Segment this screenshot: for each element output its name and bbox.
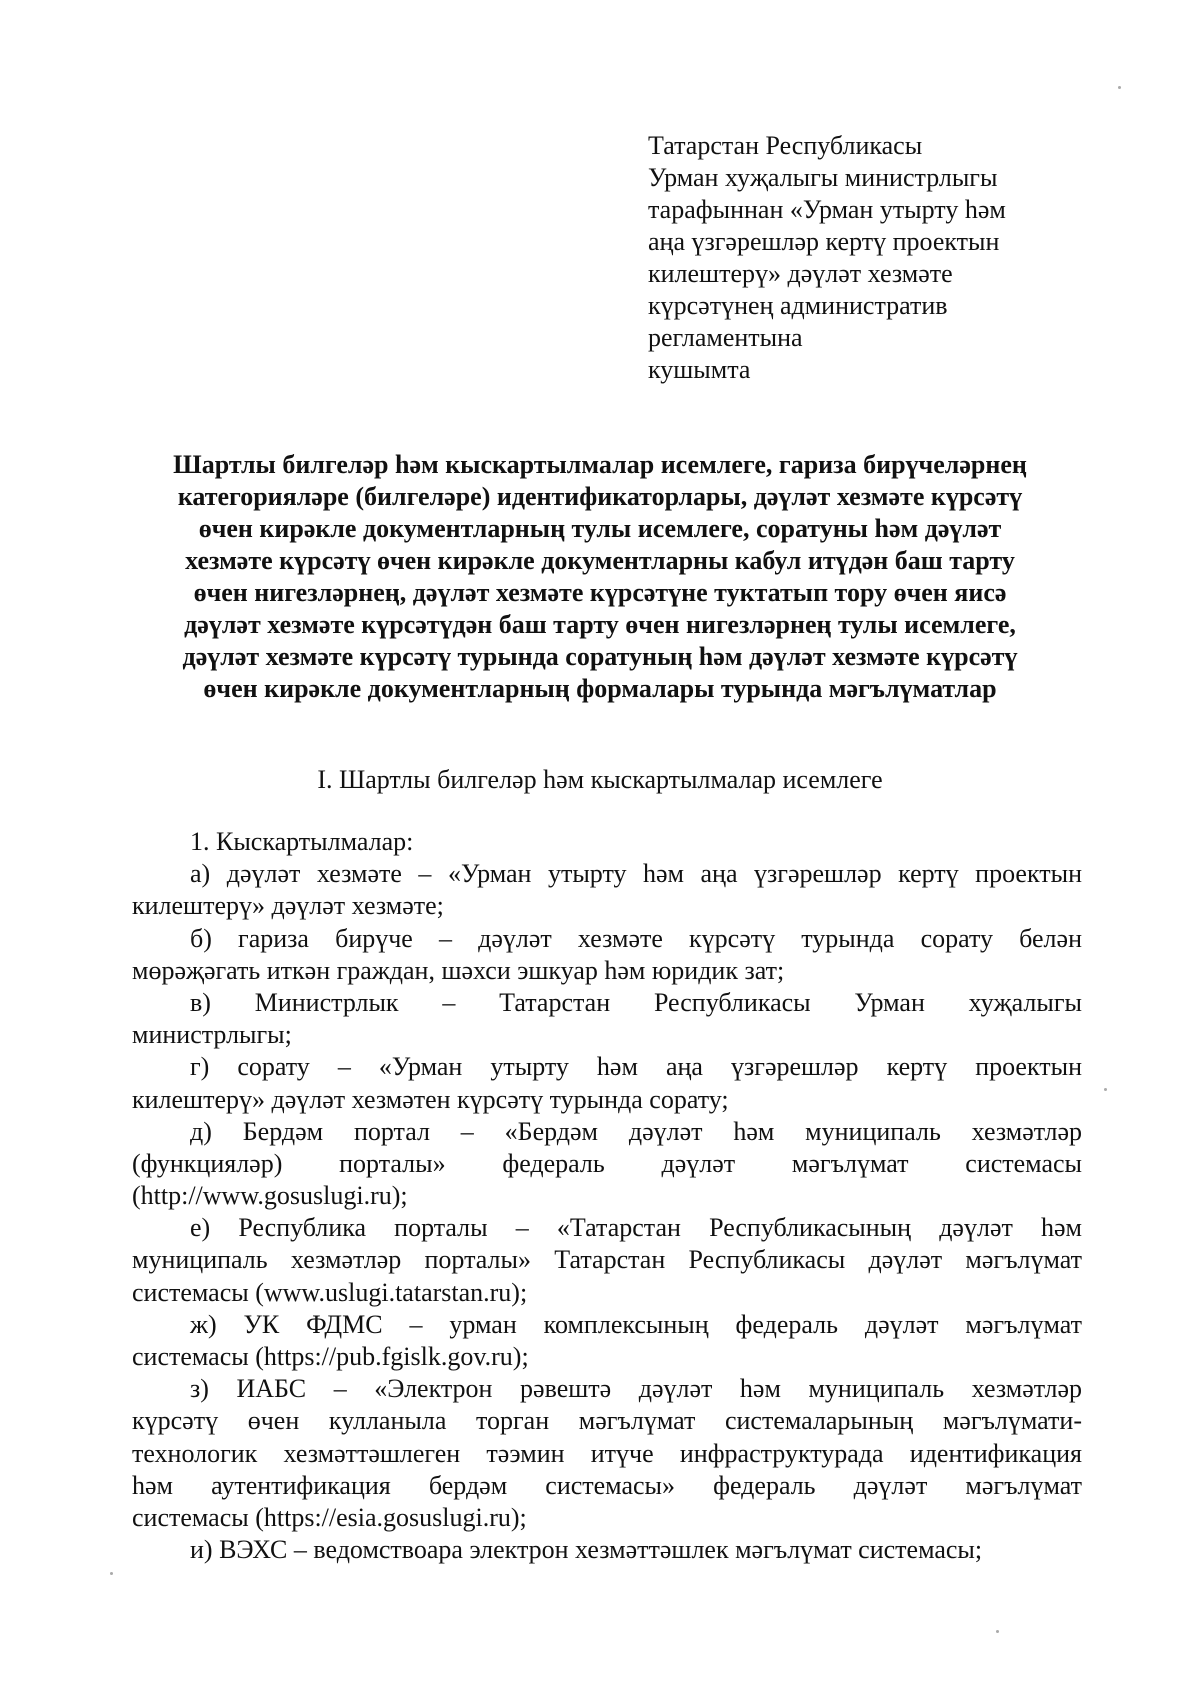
list-item-d-cont: (http://www.gosuslugi.ru); xyxy=(132,1181,408,1211)
list-item-z-cont: һәм аутентификация бердәм системасы» федераль дәүләт мәгълүмат xyxy=(132,1470,1082,1500)
title-line: дәүләт хезмәте күрсәтүдән баш тарту өчен нигезләрнең тулы исемлеге, xyxy=(184,610,1016,639)
list-item-z-cont: технологик хезмәттәшлеген тәэмин итүче инфраструктурада идентификация xyxy=(132,1438,1082,1468)
scan-speck xyxy=(1104,1088,1107,1091)
title-line: дәүләт хезмәте күрсәтү турында соратуның һәм дәүләт хезмәте күрсәтү xyxy=(182,642,1018,671)
document-title xyxy=(100,449,1100,705)
approval-line: килештерү» дәүләт хезмәте xyxy=(648,259,953,288)
scan-speck xyxy=(110,1572,113,1575)
approval-note xyxy=(648,130,1168,386)
scan-speck xyxy=(996,1630,999,1633)
list-item-b: б) гариза бирүче – дәүләт хезмәте күрсәтү турында сорату белән xyxy=(190,923,1082,953)
approval-line: тарафыннан «Урман утырту һәм xyxy=(648,195,1006,224)
list-item-zh-cont: системасы (https://pub.fgislk.gov.ru); xyxy=(132,1342,529,1371)
list-item-d-cont: (функцияләр) порталы» федераль дәүләт мәгълүмат системасы xyxy=(132,1148,1082,1178)
section-heading: I. Шартлы билгеләр һәм кыскартылмалар исемлеге xyxy=(317,765,883,794)
title-line: хезмәте күрсәтү өчен кирәкле документларны кабул итүдән баш тарту xyxy=(185,546,1015,575)
title-line: өчен кирәкле документларның тулы исемлеге, соратуны һәм дәүләт xyxy=(198,514,1002,543)
abbreviations-list xyxy=(132,826,1082,1566)
list-item-z-cont: системасы (https://esia.gosuslugi.ru); xyxy=(132,1502,527,1532)
approval-line: кушымта xyxy=(648,355,751,384)
list-item-a: а) дәүләт хезмәте – «Урман утырту һәм аңа үзгәрешләр кертү проектын xyxy=(190,859,1082,889)
approval-line: күрсәтүнең административ xyxy=(648,291,948,320)
list-item-d: д) Бердәм портал – «Бердәм дәүләт һәм муниципаль хезмәтләр xyxy=(190,1116,1082,1146)
list-item-i: и) ВЭХС – ведомствоара электрон хезмәттәшлек мәгълүмат системасы; xyxy=(190,1535,983,1565)
list-item-zh: ж) УК ФДМС – урман комплексының федераль дәүләт мәгълүмат xyxy=(190,1309,1082,1339)
title-line: өчен нигезләрнең, дәүләт хезмәте күрсәтүне туктатып тору өчен яисә xyxy=(193,578,1007,607)
list-item-z-cont: күрсәтү өчен кулланыла торган мәгълүмат системаларының мәгълүмати- xyxy=(132,1406,1082,1436)
title-line: өчен кирәкле документларның формалары турында мәгълүматлар xyxy=(203,674,997,703)
list-item-v: в) Министрлык – Татарстан Республикасы Урман хуҗалыгы xyxy=(190,987,1082,1017)
list-item-b-cont: мөрәҗәгать иткән граждан, шәхси эшкуар һәм юридик зат; xyxy=(132,955,785,985)
list-item-a-cont: килештерү» дәүләт хезмәте; xyxy=(132,891,444,921)
approval-line: Татарстан Республикасы xyxy=(648,131,923,160)
list-item-e-cont: муниципаль хезмәтләр порталы» Татарстан Республикасы дәүләт мәгълүмат xyxy=(132,1245,1082,1275)
list-item-z: з) ИАБС – «Электрон рәвештә дәүләт һәм муниципаль хезмәтләр xyxy=(190,1374,1082,1404)
list-item-e-cont: системасы (www.uslugi.tatarstan.ru); xyxy=(132,1277,528,1307)
list-heading: 1. Кыскартылмалар: xyxy=(190,827,414,856)
list-item-g-cont: килештерү» дәүләт хезмәтен күрсәтү турында сорату; xyxy=(132,1084,729,1114)
title-line: Шартлы билгеләр һәм кыскартылмалар исемлеге, гариза бирүчеләрнең xyxy=(173,450,1027,479)
title-line: категорияләре (билгеләре) идентификаторлары, дәүләт хезмәте күрсәтү xyxy=(177,482,1023,511)
approval-line: Урман хуҗалыгы министрлыгы xyxy=(648,163,998,192)
approval-line: аңа үзгәрешләр кертү проектын xyxy=(648,227,1000,256)
list-item-g: г) сорату – «Урман утырту һәм аңа үзгәрешләр кертү проектын xyxy=(190,1052,1082,1082)
approval-line: регламентына xyxy=(648,323,803,352)
list-item-e: е) Республика порталы – «Татарстан Республикасының дәүләт һәм xyxy=(190,1213,1082,1243)
scan-speck xyxy=(1118,86,1121,89)
list-item-v-cont: министрлыгы; xyxy=(132,1020,292,1050)
